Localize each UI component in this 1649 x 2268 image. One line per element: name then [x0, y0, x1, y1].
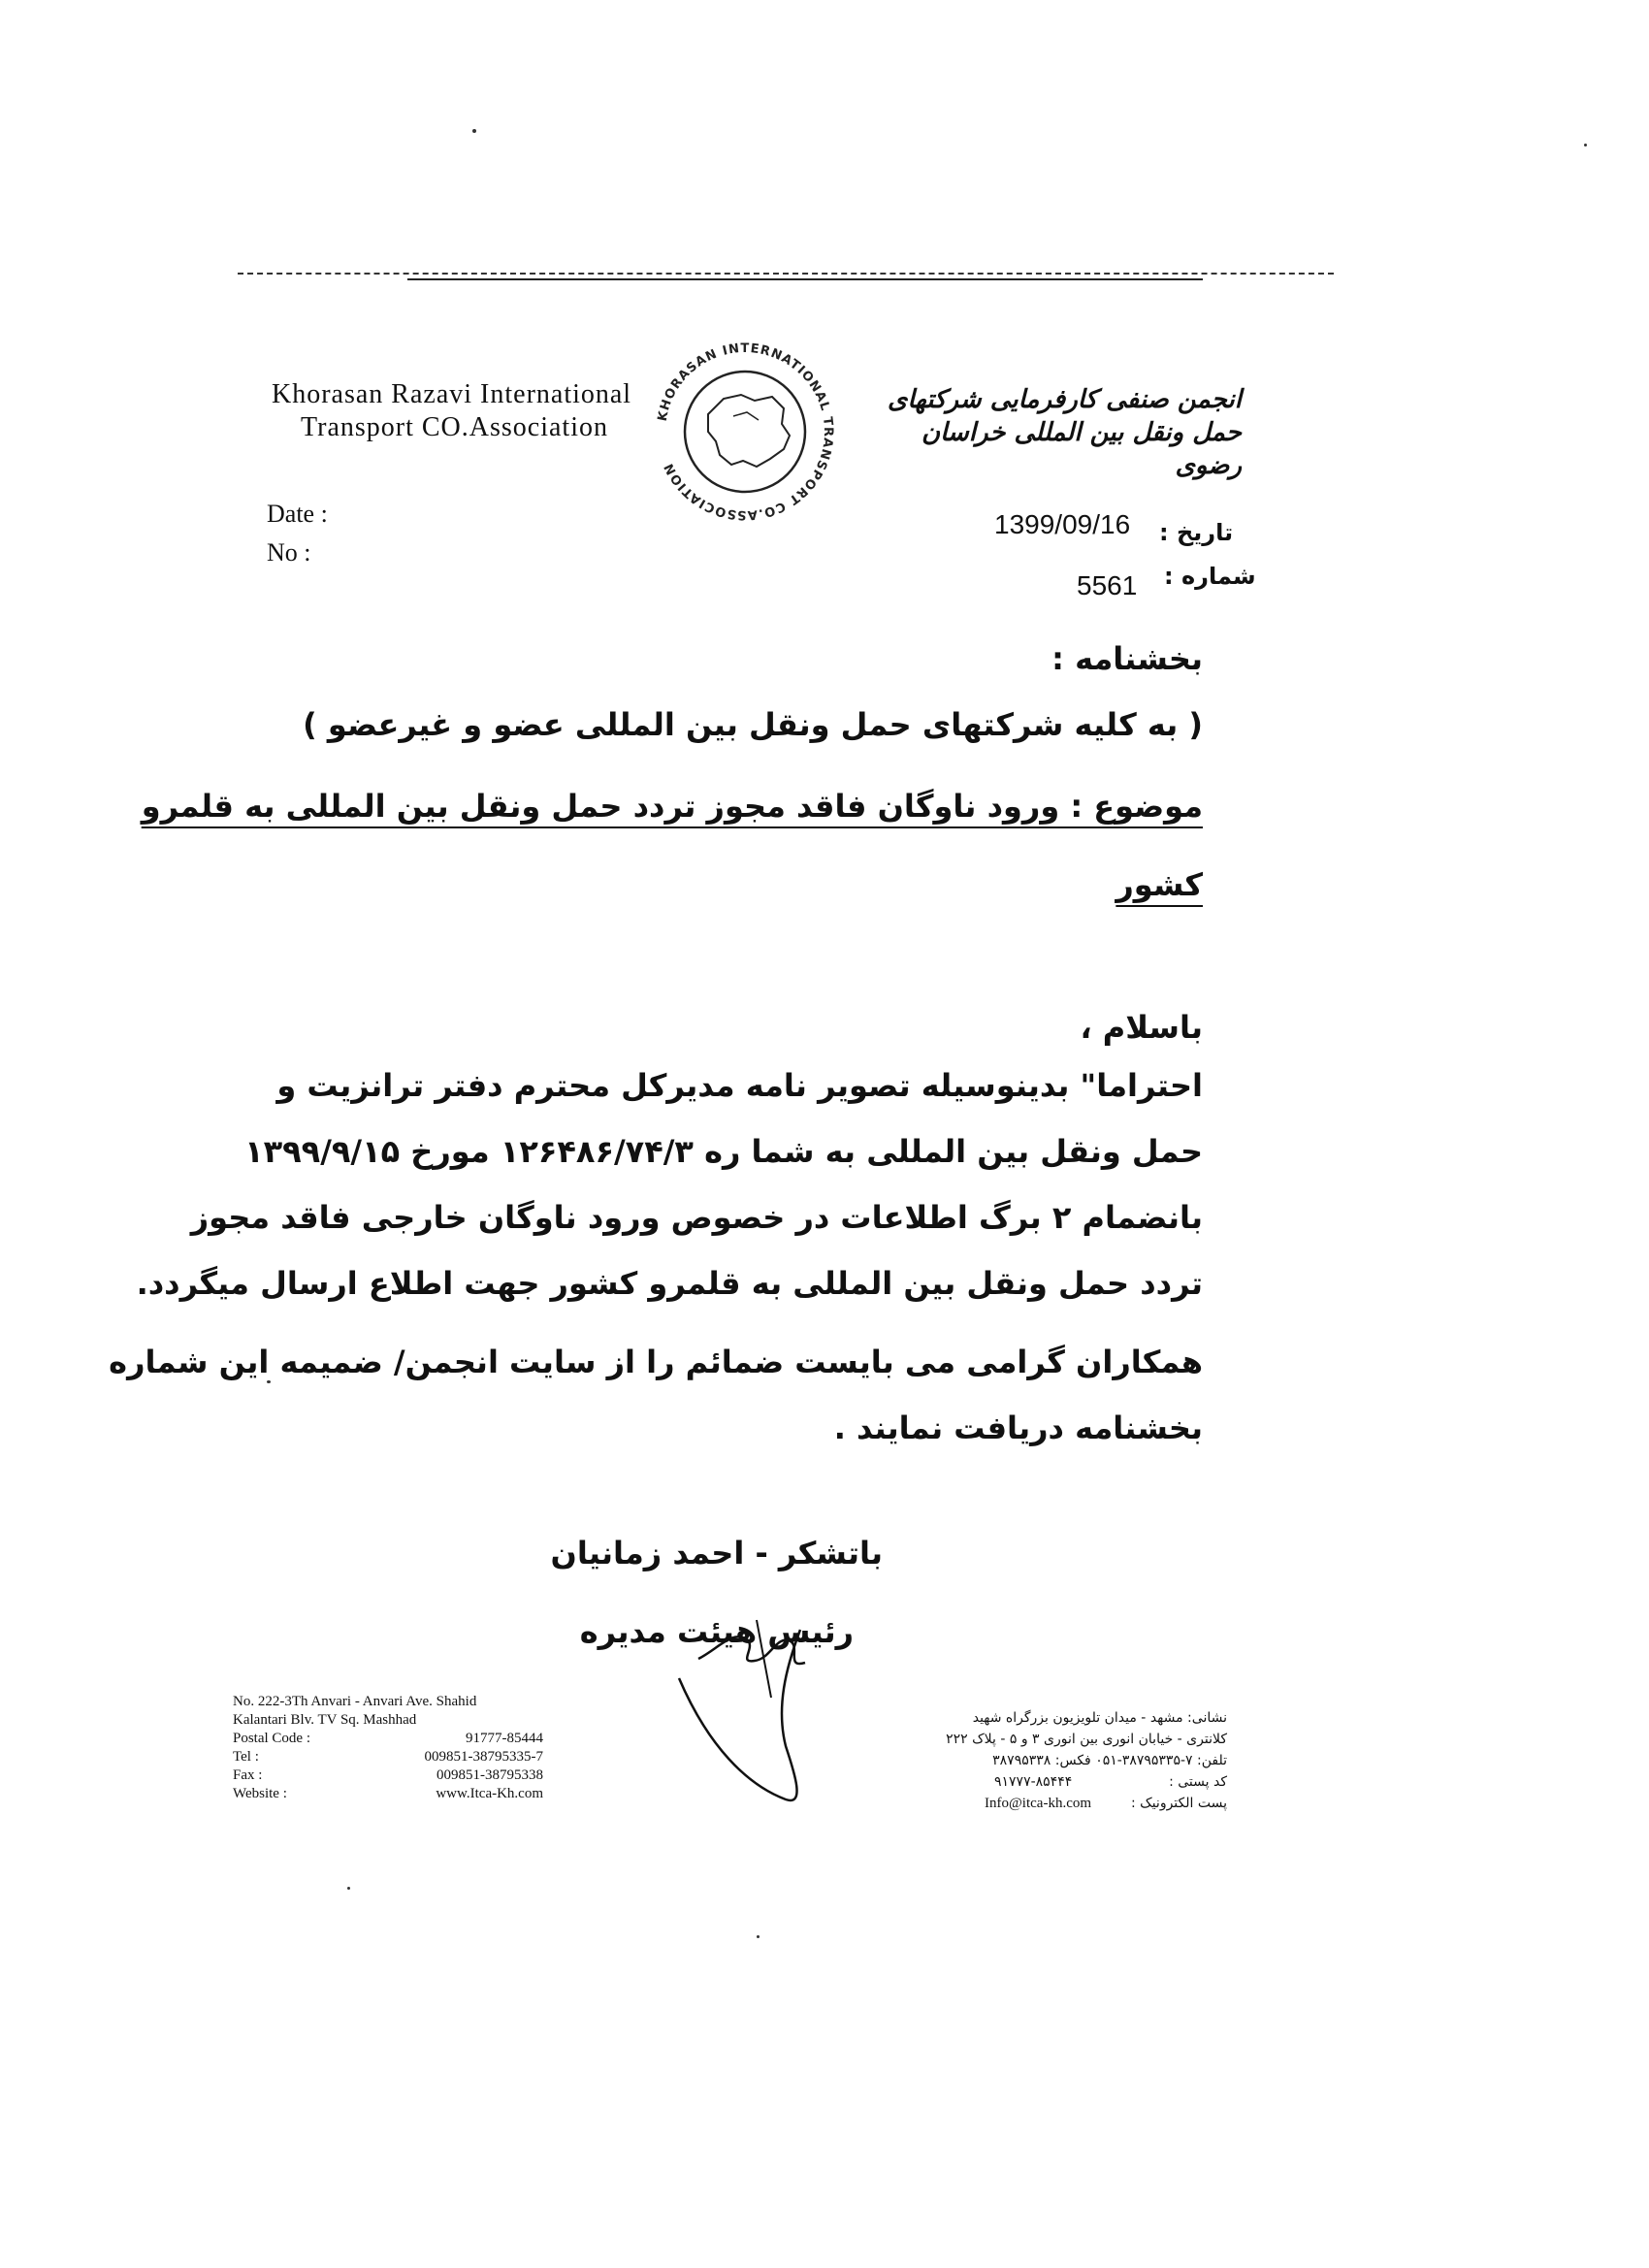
footer-postal-value: 91777-85444 — [466, 1731, 543, 1746]
paragraph1-line2: حمل ونقل بین المللی به شما ره ۱۲۶۴۸۶/۷۴/۳ مورخ ۱۳۹۹/۹/۱۵ — [244, 1133, 1203, 1170]
top-rule-solid — [407, 278, 1203, 280]
signature-title: رئیس هیئت مدیره — [579, 1613, 854, 1650]
scan-speck — [1584, 144, 1587, 146]
subject-line2: کشور — [1116, 866, 1203, 903]
footer-row — [233, 1730, 543, 1748]
recipients: ( به کلیه شرکتهای حمل ونقل بین المللی عضو و غیرعضو ) — [303, 706, 1203, 743]
date-label-fa: تاریخ : — [1159, 519, 1234, 546]
footer-fax-label: Fax : — [233, 1767, 263, 1783]
handwritten-signature — [640, 1591, 892, 1824]
footer-fa-phone: تلفن: ۷-۳۸۷۹۵۳۳۵-۰۵۱ فکس: ۳۸۷۹۵۳۳۸ — [992, 1753, 1227, 1768]
no-label-fa: شماره : — [1164, 563, 1256, 590]
footer-website-label: Website : — [233, 1786, 287, 1801]
no-value: 5561 — [1077, 570, 1138, 600]
scan-speck — [267, 1380, 271, 1383]
footer-fa-postal-label: کد پستی : — [1169, 1774, 1227, 1790]
signature-thanks: باتشکر - احمد زمانیان — [550, 1535, 883, 1571]
footer-address-line2: Kalantari Blv. TV Sq. Mashhad — [233, 1712, 417, 1728]
seal-text: KHORASAN INTERNATIONAL TRANSPORT CO.ASSOCIATION — [655, 340, 836, 523]
signature-icon — [640, 1591, 892, 1824]
footer-fa-email-label: پست الکترونیک : — [1131, 1796, 1227, 1811]
no-label-en: No : — [267, 538, 311, 567]
footer-row — [233, 1785, 543, 1803]
scan-speck — [757, 1935, 760, 1938]
footer-tel-label: Tel : — [233, 1749, 259, 1765]
paragraph2-line2: بخشنامه دریافت نمایند . — [833, 1409, 1203, 1446]
paragraph1-line3: بانضمام ۲ برگ اطلاعات در خصوص ورود ناوگان خارجی فاقد مجوز — [190, 1199, 1203, 1236]
org-name-fa: انجمن صنفی کارفرمایی شرکتهای حمل ونقل بین المللی خراسان رضوی — [888, 385, 1242, 480]
seal-icon — [648, 335, 842, 529]
footer-fa — [907, 1707, 1227, 1814]
footer-en — [233, 1693, 543, 1803]
footer-fa-email-row — [907, 1793, 1227, 1814]
subject-line1: موضوع : ورود ناوگان فاقد مجوز تردد حمل ونقل بین المللی به قلمرو — [141, 788, 1203, 825]
top-rule — [238, 273, 1334, 275]
date-label-en: Date : — [267, 500, 328, 528]
footer-tel-value: 009851-38795335-7 — [424, 1749, 543, 1765]
association-seal — [648, 335, 842, 529]
footer-fa-address-line1: نشانی: مشهد - میدان تلویزیون بزرگراه شهید — [972, 1710, 1227, 1726]
footer-fa-postal-row — [907, 1771, 1227, 1793]
footer-row — [233, 1766, 543, 1785]
footer-fa-postal-value: ۹۱۷۷۷-۸۵۴۴۴ — [994, 1774, 1073, 1790]
org-name-en — [272, 378, 631, 444]
circular-label: بخشنامه : — [1051, 640, 1203, 677]
footer-fa-address-line2: کلانتری - خیابان انوری بین انوری ۳ و ۵ - پلاک ۲۲۲ — [946, 1732, 1227, 1747]
footer-website-value[interactable]: www.Itca-Kh.com — [436, 1786, 543, 1801]
paragraph1-line4: تردد حمل ونقل بین المللی به قلمرو کشور جهت اطلاع ارسال میگردد. — [136, 1265, 1203, 1302]
footer-address-line1: No. 222-3Th Anvari - Anvari Ave. Shahid — [233, 1694, 477, 1709]
scan-speck — [472, 129, 476, 133]
greeting: باسلام ، — [1080, 1009, 1203, 1046]
org-name-en-line2: Transport CO.Association — [301, 412, 608, 442]
footer-fa-email-value[interactable]: Info@itca-kh.com — [985, 1796, 1092, 1811]
paragraph1-line1: احتراما" بدینوسیله تصویر نامه مدیرکل محترم دفتر ترانزیت و — [276, 1067, 1203, 1104]
scan-speck — [347, 1887, 350, 1890]
footer-postal-label: Postal Code : — [233, 1731, 311, 1746]
svg-text:KHORASAN INTERNATIONAL TRANSPO — [656, 341, 835, 522]
footer-row — [233, 1748, 543, 1766]
paragraph2-line1: همکاران گرامی می بایست ضمائم را از سایت انجمن/ ضمیمه این شماره — [109, 1344, 1203, 1380]
footer-fax-value: 009851-38795338 — [436, 1767, 543, 1783]
org-name-en-line1: Khorasan Razavi International — [272, 379, 632, 409]
date-value: 1399/09/16 — [994, 509, 1131, 539]
